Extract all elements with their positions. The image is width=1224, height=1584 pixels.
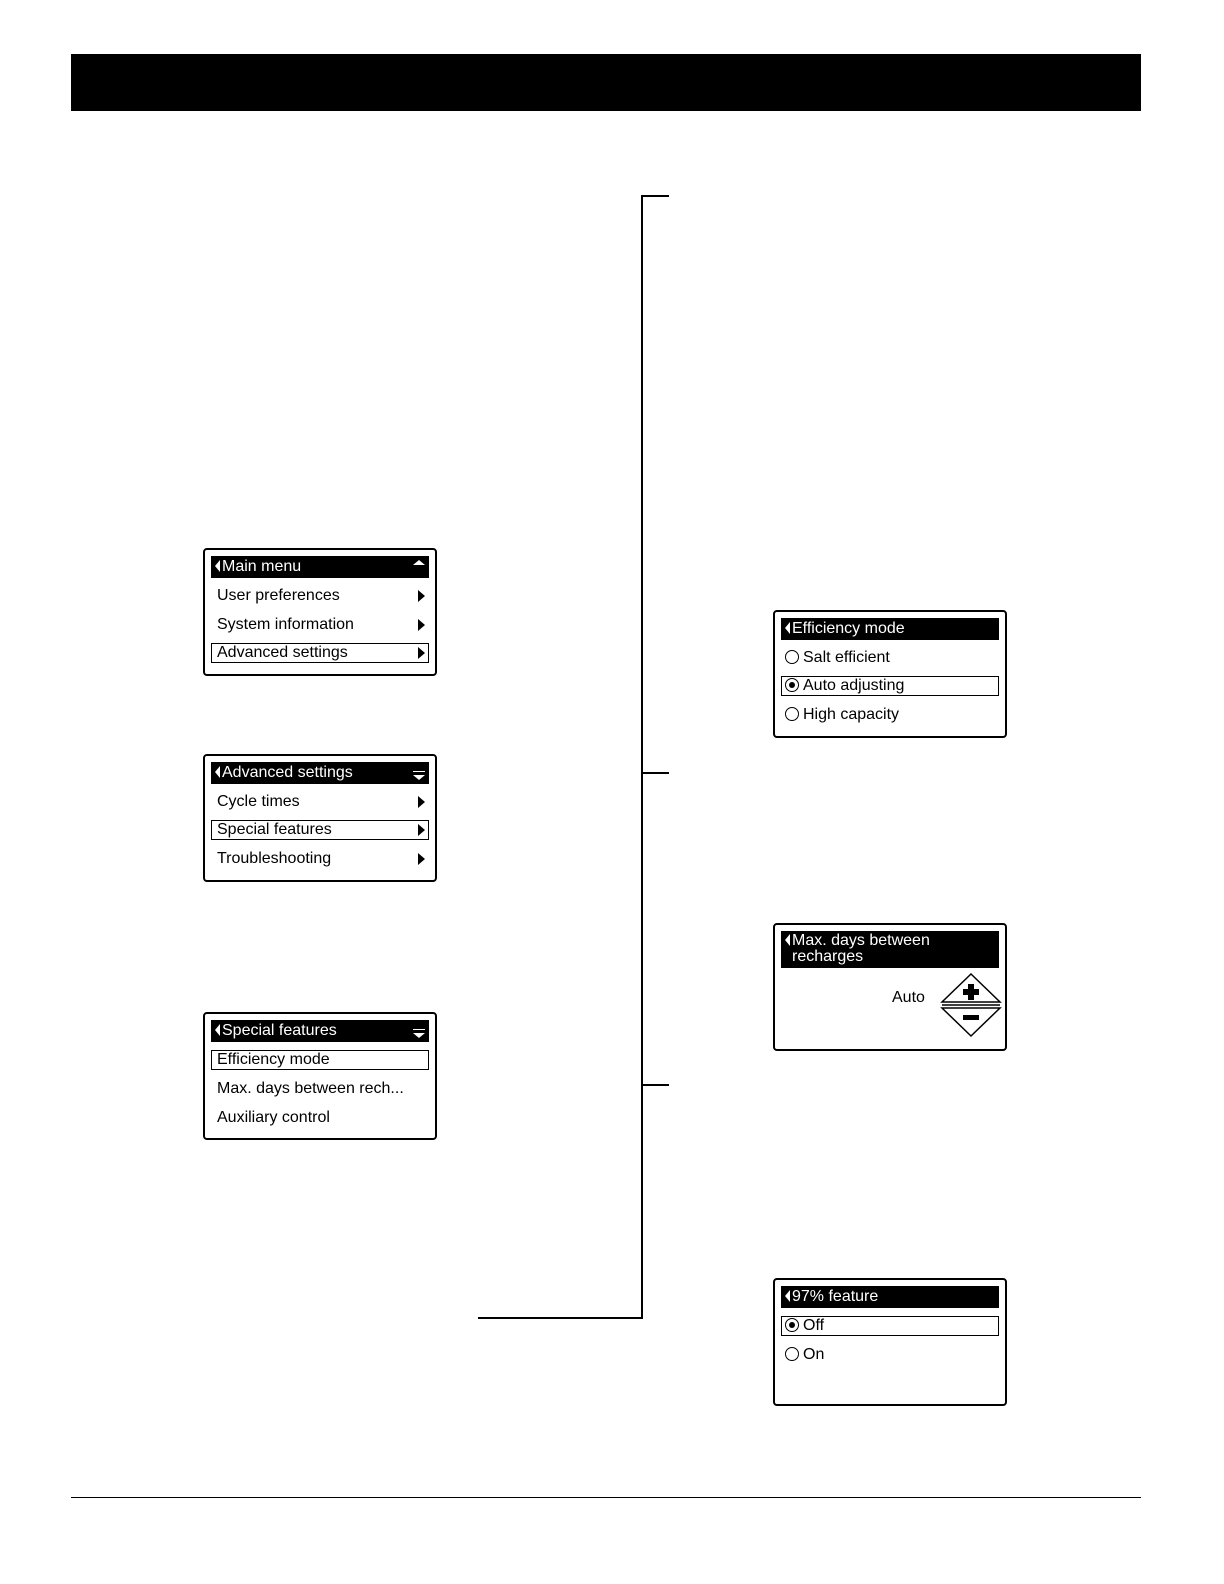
back-icon[interactable] xyxy=(785,1290,790,1302)
screen-title-line2: recharges xyxy=(792,948,864,965)
option-on[interactable] xyxy=(781,1345,999,1365)
max-days-title-bar xyxy=(781,931,999,968)
screen-title-line1: Max. days between xyxy=(792,932,930,949)
efficiency-mode-screen xyxy=(773,610,1007,738)
plus-icon[interactable] xyxy=(942,974,1000,1002)
max-days-value: Auto xyxy=(892,989,925,1006)
menu-item-label: User preferences xyxy=(217,587,340,604)
chevron-right-icon xyxy=(418,853,425,865)
max-days-screen xyxy=(773,923,1007,1051)
radio-selected-icon[interactable] xyxy=(785,678,799,692)
option-high-capacity[interactable] xyxy=(781,705,999,725)
back-icon[interactable] xyxy=(785,622,790,634)
menu-item-auxiliary-control[interactable] xyxy=(211,1108,429,1128)
radio-unselected-icon[interactable] xyxy=(785,650,799,664)
menu-item-cycle-times[interactable] xyxy=(211,792,429,812)
screen-title: Main menu xyxy=(222,558,302,575)
minus-icon[interactable] xyxy=(942,1008,1000,1036)
chevron-right-icon xyxy=(418,647,425,659)
menu-item-label: System information xyxy=(217,616,354,633)
menu-item-label: Auxiliary control xyxy=(217,1109,330,1126)
main-menu-title-bar xyxy=(211,556,429,578)
option-label: Salt efficient xyxy=(803,649,890,666)
option-off[interactable] xyxy=(781,1316,999,1336)
menu-item-max-days-between-recharges[interactable] xyxy=(211,1079,429,1099)
radio-selected-icon[interactable] xyxy=(785,1318,799,1332)
chevron-right-icon xyxy=(418,824,425,836)
menu-item-label: Advanced settings xyxy=(217,644,348,661)
menu-item-system-information[interactable] xyxy=(211,615,429,635)
radio-unselected-icon[interactable] xyxy=(785,1347,799,1361)
scroll-down-icon xyxy=(413,775,425,780)
stepper-control[interactable] xyxy=(940,972,1002,1038)
efficiency-mode-title-bar xyxy=(781,618,999,640)
screen-title: Advanced settings xyxy=(222,764,353,781)
menu-item-troubleshooting[interactable] xyxy=(211,849,429,869)
option-label: On xyxy=(803,1346,825,1363)
option-label: Auto adjusting xyxy=(803,677,905,694)
menu-item-label: Efficiency mode xyxy=(217,1051,330,1068)
screen-title: Efficiency mode xyxy=(792,620,905,637)
chevron-right-icon xyxy=(418,619,425,631)
feature-97-title-bar xyxy=(781,1286,999,1308)
special-features-screen xyxy=(203,1012,437,1140)
menu-item-label: Troubleshooting xyxy=(217,850,332,867)
back-icon[interactable] xyxy=(215,1024,220,1036)
chevron-right-icon xyxy=(418,590,425,602)
chevron-right-icon xyxy=(418,796,425,808)
menu-item-label: Max. days between rech... xyxy=(217,1080,404,1097)
main-menu-screen xyxy=(203,548,437,676)
screen-title: Special features xyxy=(222,1022,337,1039)
menu-item-efficiency-mode[interactable] xyxy=(211,1050,429,1070)
scroll-up-icon xyxy=(413,560,425,565)
menu-item-advanced-settings[interactable] xyxy=(211,643,429,663)
back-icon[interactable] xyxy=(215,766,220,778)
advanced-settings-title-bar xyxy=(211,762,429,784)
option-salt-efficient[interactable] xyxy=(781,648,999,668)
advanced-settings-screen xyxy=(203,754,437,882)
option-auto-adjusting[interactable] xyxy=(781,676,999,696)
feature-97-screen xyxy=(773,1278,1007,1406)
screen-title: 97% feature xyxy=(792,1288,879,1305)
menu-item-user-preferences[interactable] xyxy=(211,586,429,606)
option-label: High capacity xyxy=(803,706,900,723)
option-label: Off xyxy=(803,1317,825,1334)
radio-unselected-icon[interactable] xyxy=(785,707,799,721)
back-icon[interactable] xyxy=(785,934,790,946)
back-icon[interactable] xyxy=(215,560,220,572)
menu-item-label: Cycle times xyxy=(217,793,300,810)
menu-item-special-features[interactable] xyxy=(211,820,429,840)
scroll-down-icon xyxy=(413,1033,425,1038)
special-features-title-bar xyxy=(211,1020,429,1042)
footer-rule xyxy=(71,1497,1141,1498)
menu-item-label: Special features xyxy=(217,821,332,838)
